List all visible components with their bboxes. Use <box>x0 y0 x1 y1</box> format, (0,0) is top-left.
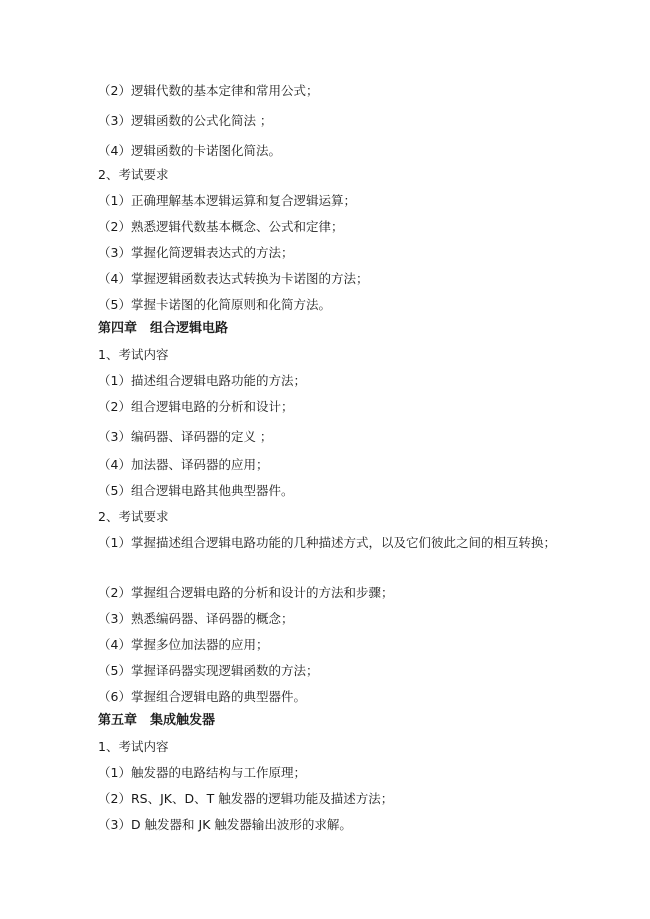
chapter-heading: 第四章 组合逻辑电路 <box>98 321 229 336</box>
text-line: （5）掌握译码器实现逻辑函数的方法； <box>98 663 319 678</box>
text-line: （2）熟悉逻辑代数基本概念、公式和定律； <box>98 219 344 234</box>
text-line: （3）编码器、译码器的定义 ； <box>98 429 273 444</box>
text-line: （4）掌握多位加法器的应用； <box>98 637 269 652</box>
text-line: （4）掌握逻辑函数表达式转换为卡诺图的方法； <box>98 271 369 286</box>
section-label: 1、考试内容 <box>98 347 169 362</box>
text-line: （3）逻辑函数的公式化简法 ； <box>98 113 273 128</box>
text-line: （1）掌握描述组合逻辑电路功能的几种描述方式，以及它们彼此之间的相互转换； <box>98 535 556 550</box>
text-line: （1）正确理解基本逻辑运算和复合逻辑运算； <box>98 193 356 208</box>
text-line: （3）D 触发器和 JK 触发器输出波形的求解。 <box>98 817 352 832</box>
text-line: （2）逻辑代数的基本定律和常用公式； <box>98 83 319 98</box>
text-line: （4）加法器、译码器的应用； <box>98 457 269 472</box>
text-line: （2）掌握组合逻辑电路的分析和设计的方法和步骤； <box>98 585 394 600</box>
text-line: （1）描述组合逻辑电路功能的方法； <box>98 373 306 388</box>
text-line: （4）逻辑函数的卡诺图化简法。 <box>98 143 281 158</box>
section-label: 2、考试要求 <box>98 167 169 182</box>
text-line: （3）掌握化简逻辑表达式的方法； <box>98 245 294 260</box>
section-label: 2、考试要求 <box>98 509 169 524</box>
text-line: （5）组合逻辑电路其他典型器件。 <box>98 483 294 498</box>
text-line: （3）熟悉编码器、译码器的概念； <box>98 611 294 626</box>
text-line: （6）掌握组合逻辑电路的典型器件。 <box>98 689 306 704</box>
section-label: 1、考试内容 <box>98 739 169 754</box>
text-line: （2）RS、JK、D、T 触发器的逻辑功能及描述方法； <box>98 791 394 806</box>
text-line: （1）触发器的电路结构与工作原理； <box>98 765 306 780</box>
chapter-heading: 第五章 集成触发器 <box>98 713 216 728</box>
text-line: （2）组合逻辑电路的分析和设计； <box>98 399 294 414</box>
text-line: （5）掌握卡诺图的化简原则和化简方法。 <box>98 297 331 312</box>
